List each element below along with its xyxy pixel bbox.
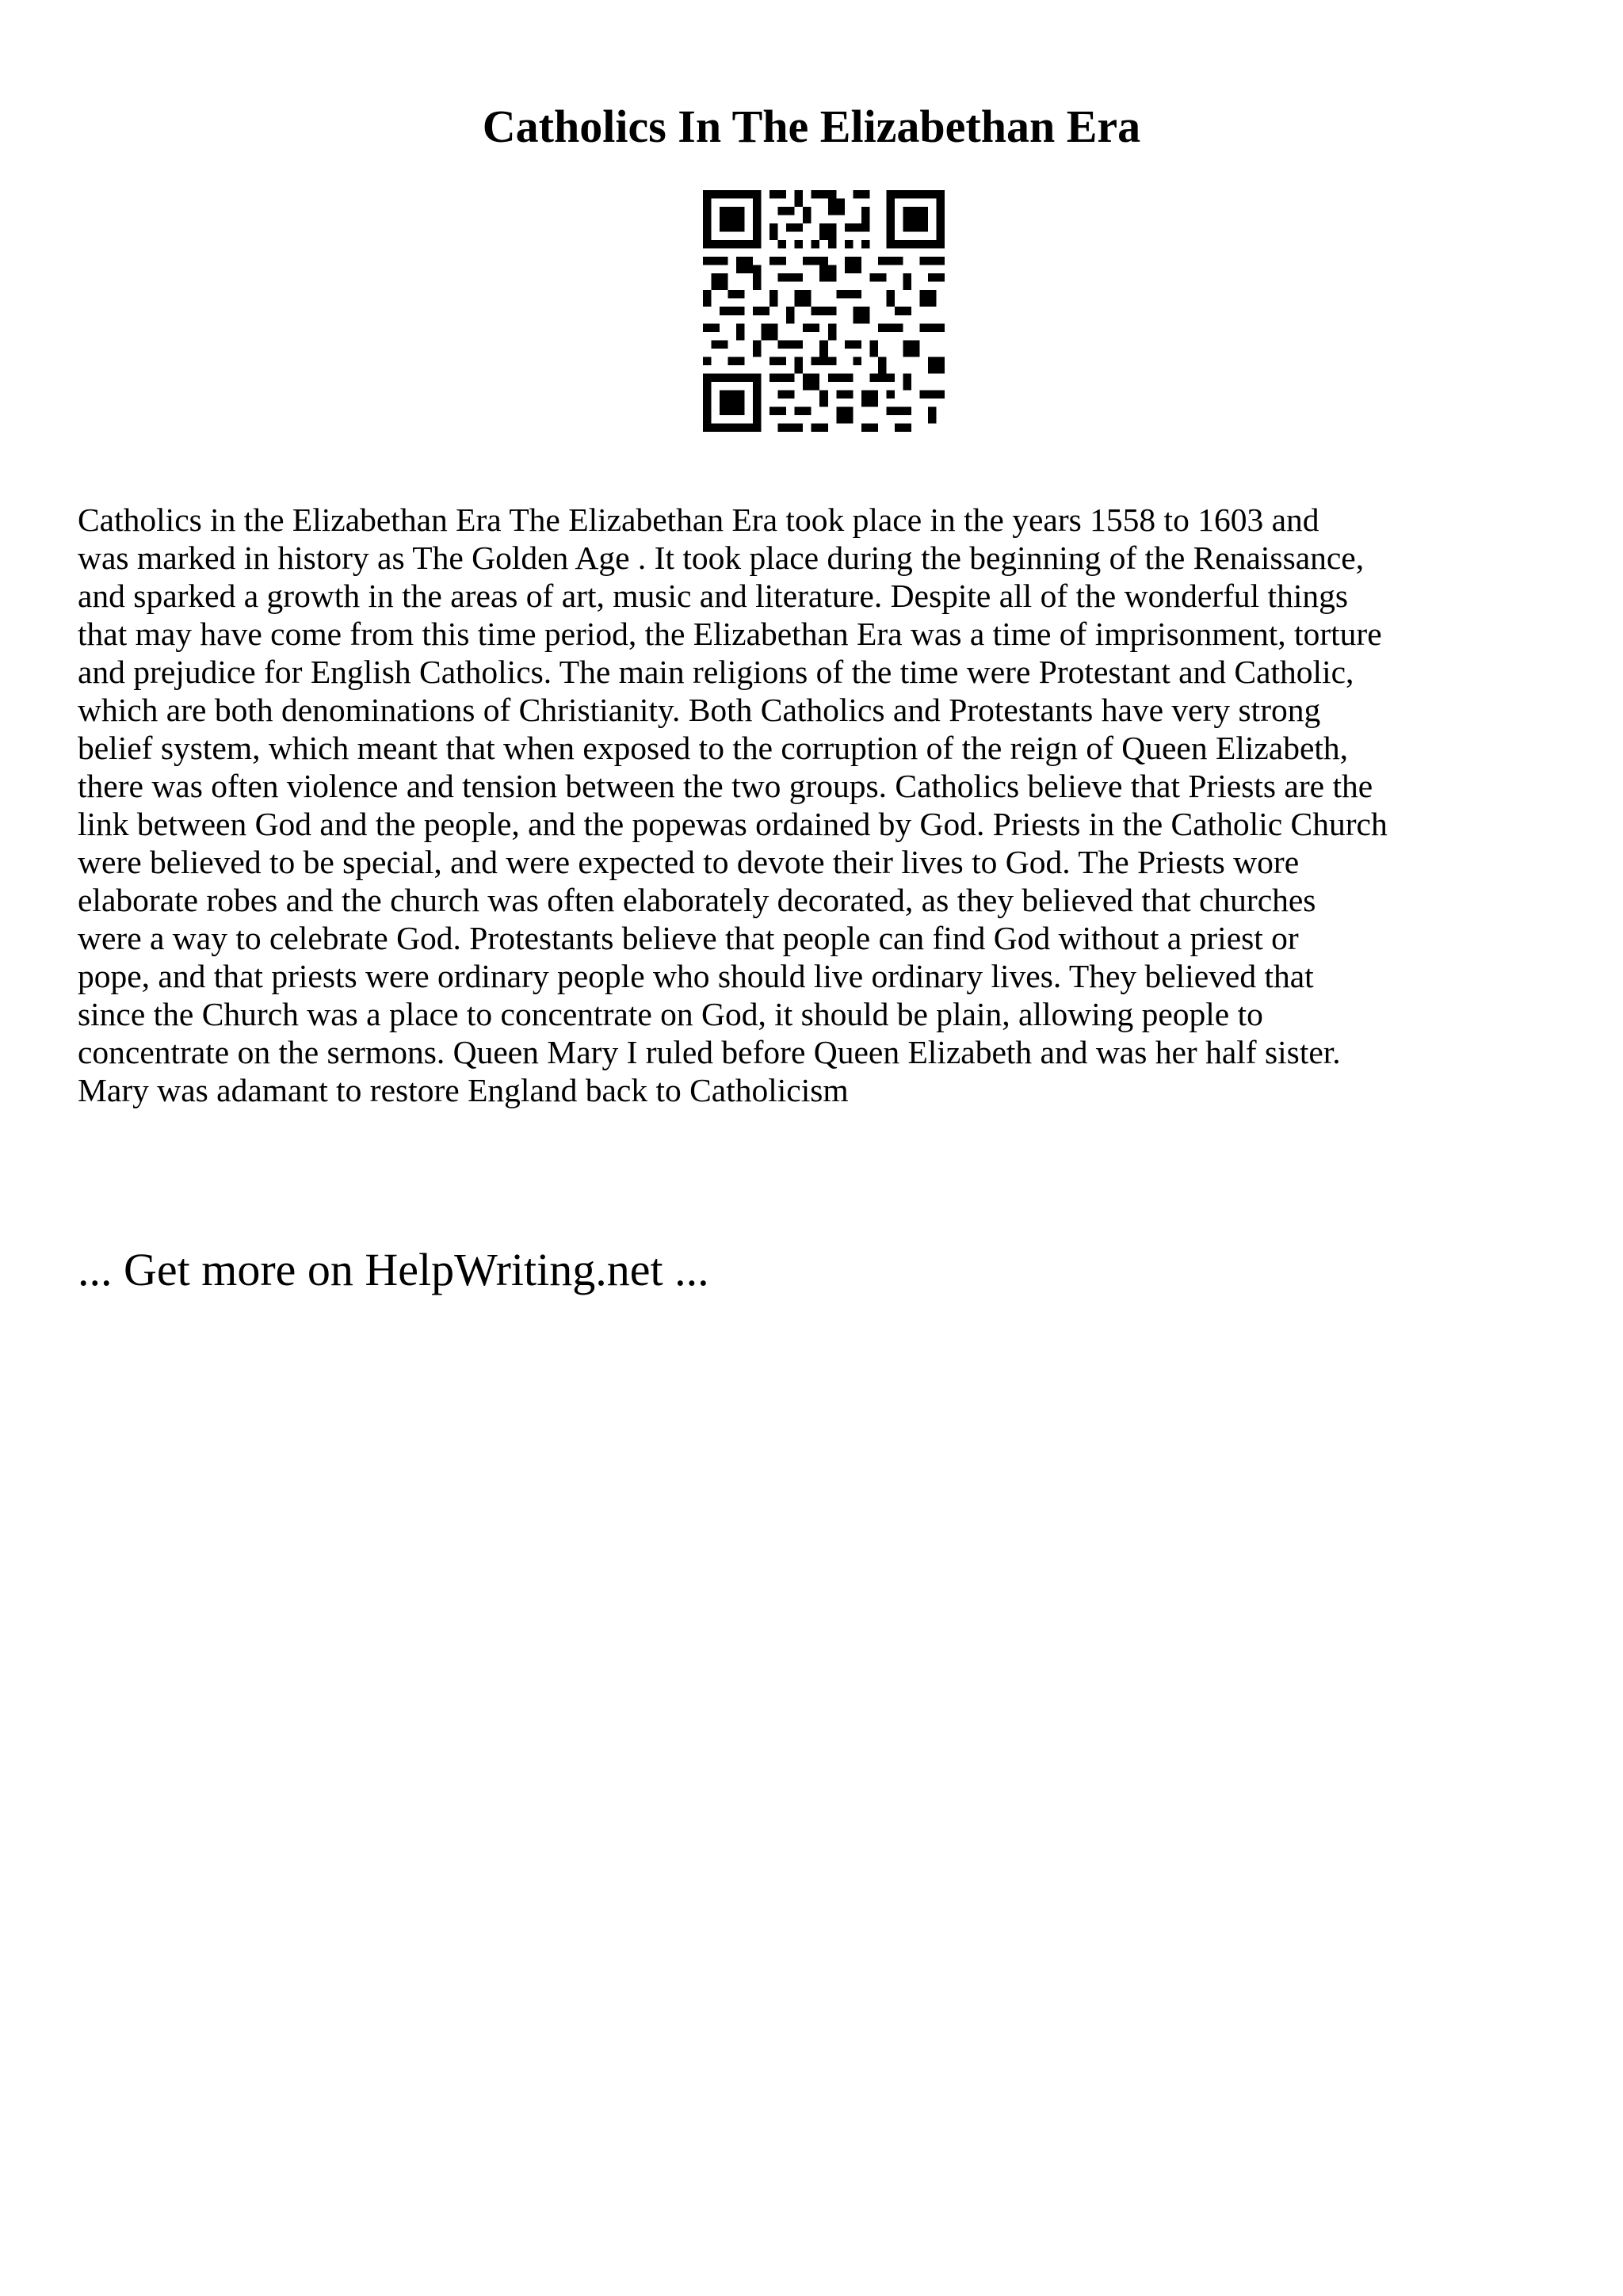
article-line: Catholics in the Elizabethan Era The Elizabethan Era took place in the years 1558 to 1603 and [78,502,1319,538]
article-line: concentrate on the sermons. Queen Mary I ruled before Queen Elizabeth and was her half sister. [78,1034,1341,1070]
article-line: there was often violence and tension between the two groups. Catholics believe that Priests are the [78,768,1373,804]
document-title: Catholics In The Elizabethan Era [482,101,1141,152]
more-link[interactable]: ... Get more on HelpWriting.net ... [78,1244,709,1295]
article-line: link between God and the people, and the popewas ordained by God. Priests in the Catholic Church [78,806,1388,842]
article-line: and prejudice for English Catholics. The main religions of the time were Protestant and Catholic, [78,654,1354,690]
article-line: that may have come from this time period, the Elizabethan Era was a time of imprisonment, torture [78,616,1382,652]
article-line: Mary was adamant to restore England back to Catholicism [78,1072,849,1108]
article-line: belief system, which meant that when exposed to the corruption of the reign of Queen Elizabeth, [78,730,1349,766]
article-line: which are both denominations of Christianity. Both Catholics and Protestants have very strong [78,692,1321,728]
article-line: were believed to be special, and were expected to devote their lives to God. The Priests wore [78,844,1300,880]
article-line: elaborate robes and the church was often elaborately decorated, as they believed that churches [78,882,1316,918]
qr-code-icon [703,190,945,432]
article-body [78,501,1568,1109]
article-line: were a way to celebrate God. Protestants believe that people can find God without a priest or [78,920,1299,956]
article-line: since the Church was a place to concentrate on God, it should be plain, allowing people to [78,996,1263,1032]
article-line: pope, and that priests were ordinary people who should live ordinary lives. They believed that [78,958,1314,994]
article-line: and sparked a growth in the areas of art, music and literature. Despite all of the wonderful things [78,578,1348,614]
article-line: was marked in history as The Golden Age . It took place during the beginning of the Renaissance, [78,540,1365,576]
